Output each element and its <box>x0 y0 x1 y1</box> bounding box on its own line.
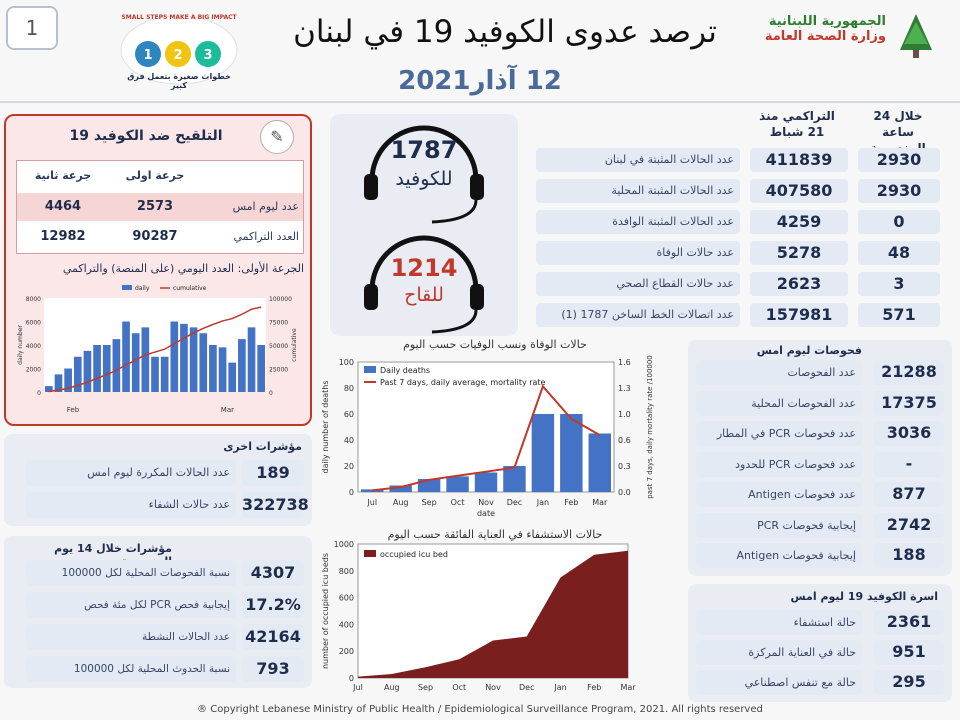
main-stat-daily: 571 <box>858 303 940 327</box>
recovered-label-box <box>26 492 236 518</box>
main-stat-label: عدد الحالات المثبتة الوافدة <box>612 215 734 228</box>
deaths-y2-tick: 0.0 <box>618 488 631 497</box>
bed-label-box <box>696 640 862 665</box>
deaths-y2-tick: 0.6 <box>618 436 631 445</box>
vax-y-tick: 4000 <box>25 343 41 350</box>
main-stat-label-box <box>536 148 740 172</box>
bed-value: 2361 <box>874 610 944 635</box>
vax-y2-tick: 50000 <box>269 343 289 350</box>
svg-text:3: 3 <box>203 48 213 63</box>
vax-y-tick: 8000 <box>25 296 41 303</box>
repeated-cases-label-box <box>26 460 236 486</box>
test-value: 3036 <box>874 421 944 446</box>
deaths-x-tick: Jan <box>536 498 550 507</box>
vax-bar <box>132 333 140 392</box>
vaccination-cumulative-second: 12982 <box>40 229 86 244</box>
vaccination-col-first: جرعة اولى <box>125 169 185 182</box>
vax-bar <box>122 322 130 393</box>
deaths-y-tick: 100 <box>338 358 354 367</box>
bed-label-box <box>696 610 862 635</box>
recovered-label: عدد حالات الشفاء <box>148 498 230 511</box>
main-stat-cumulative: 157981 <box>750 303 848 327</box>
indicator-14-label-box <box>26 560 236 586</box>
deaths-x-tick: Jul <box>367 498 378 507</box>
covid-hotline-number: 1787 <box>390 136 458 164</box>
bed-value: 951 <box>874 640 944 665</box>
report-date: 12 آذار2021 <box>398 66 562 96</box>
hotlines-panel <box>330 114 518 336</box>
vaccination-chart <box>14 282 304 418</box>
icu-y-tick: 800 <box>338 566 354 576</box>
deaths-x-tick: Dec <box>506 498 523 507</box>
vax-bar <box>151 357 159 392</box>
vax-bar <box>84 351 92 392</box>
test-label: عدد الفحوصات المحلية <box>751 396 856 410</box>
icu-y-tick: 1000 <box>333 540 354 549</box>
indicators-14-title: مؤشرات خلال 14 يوم <box>54 542 172 555</box>
indicator-14-label: نسبة الفحوصات المحلية لكل 100000 <box>61 567 230 579</box>
ministry-line-1: الجمهورية اللبنانية <box>768 14 886 29</box>
syringe-icon: ✎ <box>260 120 294 154</box>
vax-y-tick: 0 <box>37 390 41 397</box>
vax-bar <box>190 327 198 392</box>
deaths-y-tick: 80 <box>343 384 354 393</box>
deaths-bar <box>503 466 525 492</box>
deaths-bar <box>589 434 611 493</box>
vaccination-table <box>16 160 304 254</box>
beds-title: اسرة الكوفيد 19 ليوم امس <box>790 590 938 603</box>
indicator-14-label: إيجابية فحص PCR لكل مئة فحص <box>84 599 230 611</box>
icu-y-tick: 400 <box>338 620 354 630</box>
vaccination-cumulative-label: العدد التراكمي <box>233 230 299 243</box>
deaths-y2-tick: 1.0 <box>618 410 631 419</box>
test-value: 21288 <box>874 360 944 385</box>
icu-x-tick: Nov <box>485 683 501 692</box>
vax-legend-cumulative: cumulative <box>173 285 207 292</box>
vax-y2-tick: 0 <box>269 390 273 397</box>
vax-y2-tick: 75000 <box>269 319 289 327</box>
bed-label-box <box>696 670 862 695</box>
icu-legend: occupied icu bed <box>380 550 448 559</box>
deaths-bar <box>446 476 468 492</box>
test-label-box <box>696 482 862 507</box>
indicator-14-label: عدد الحالات النشطة <box>142 631 230 643</box>
test-label-box <box>696 513 862 538</box>
test-label-box <box>696 421 862 446</box>
vax-bar <box>199 333 207 392</box>
main-stat-label-box <box>536 241 740 265</box>
icu-chart <box>318 540 664 698</box>
icu-y-tick: 0 <box>348 674 354 683</box>
vax-bar <box>238 339 246 392</box>
tests-title: فحوصات ليوم امس <box>756 344 862 357</box>
main-stat-label-box <box>536 272 740 296</box>
test-label-box <box>696 360 862 385</box>
bed-label: حالة استشفاء <box>793 616 856 629</box>
test-label: عدد فحوصات Antigen <box>748 488 856 501</box>
vaccination-col-second: جرعة ثانية <box>34 169 92 182</box>
main-stat-label-box <box>536 179 740 203</box>
indicator-14-value: 17.2% <box>242 592 304 618</box>
deaths-x-tick: Nov <box>478 498 494 507</box>
vax-x-tick: Mar <box>220 406 235 414</box>
other-indicators-title: مؤشرات اخرى <box>223 440 302 453</box>
vax-y2-tick: 25000 <box>269 366 289 374</box>
deaths-x-tick: Sep <box>421 498 437 507</box>
vax-bar <box>161 357 169 392</box>
icu-ylabel: number of occupied icu beds <box>321 552 330 670</box>
icu-x-tick: Dec <box>519 683 535 692</box>
test-label-box <box>696 391 862 416</box>
test-value: - <box>874 452 944 477</box>
main-stat-label-box <box>536 303 740 327</box>
svg-text:1: 1 <box>143 48 153 63</box>
vaccination-chart-caption: الجرعة الأولى: العدد اليومي (على المنصة) والتراكمي <box>62 262 304 275</box>
icu-chart-title: حالات الاستشفاء في العناية الفائقة حسب اليوم <box>387 528 603 541</box>
indicator-14-value: 4307 <box>242 560 304 586</box>
icu-x-tick: Aug <box>383 683 400 692</box>
deaths-x-tick: Aug <box>392 498 409 507</box>
test-label: عدد فحوصات PCR في المطار <box>716 427 856 440</box>
campaign-slogan-en: SMALL STEPS MAKE A BIG IMPACT <box>121 14 237 21</box>
test-label-box <box>696 543 862 568</box>
vax-bar <box>113 339 121 392</box>
svg-text:2: 2 <box>173 48 183 63</box>
icu-y-tick: 600 <box>338 593 354 603</box>
deaths-y-tick: 40 <box>343 436 354 445</box>
icu-y-tick: 200 <box>338 647 354 657</box>
cumulative-header: التراكمي منذ 21 شباط <box>759 109 835 139</box>
recovered-value: 322738 <box>242 492 304 518</box>
indicator-14-label-box <box>26 656 236 682</box>
main-stat-cumulative: 407580 <box>750 179 848 203</box>
main-stat-label: عدد الحالات المثبتة المحلية <box>611 184 734 197</box>
icu-x-tick: Feb <box>587 683 602 692</box>
main-stat-daily: 2930 <box>858 148 940 172</box>
campaign-slogan-ar: خطوات صغيرة بتعمل فرق كبير <box>127 72 231 90</box>
repeated-cases-value: 189 <box>242 460 304 486</box>
repeated-cases-label: عدد الحالات المكررة ليوم امس <box>87 466 230 479</box>
beds-panel <box>688 584 952 702</box>
deaths-y2-tick: 0.3 <box>618 462 631 471</box>
main-stat-label: عدد حالات القطاع الصحي <box>616 277 734 290</box>
vaccination-panel <box>4 114 312 426</box>
test-label: إيجابية فحوصات Antigen <box>736 549 856 562</box>
test-label-box <box>696 452 862 477</box>
vax-bar <box>219 347 227 392</box>
icu-x-tick: Mar <box>620 683 636 692</box>
main-stat-daily: 0 <box>858 210 940 234</box>
vax-bar <box>103 345 111 392</box>
vax-y2label: cumulative <box>291 328 298 362</box>
indicators-14-panel <box>4 536 312 688</box>
indicator-14-value: 42164 <box>242 624 304 650</box>
page-number-box <box>6 6 58 50</box>
main-stat-cumulative: 5278 <box>750 241 848 265</box>
main-stat-daily: 3 <box>858 272 940 296</box>
deaths-xlabel: date <box>476 509 496 518</box>
ministry-name <box>752 14 886 44</box>
vax-bar <box>228 363 236 392</box>
deaths-y2-tick: 1.3 <box>618 384 631 393</box>
deaths-y-tick: 0 <box>348 488 354 497</box>
vax-y-tick: 2000 <box>25 366 41 374</box>
page-number: 1 <box>25 16 39 40</box>
main-stat-label: عدد حالات الوفاة <box>656 246 734 259</box>
ministry-line-2: وزارة الصحة العامة <box>764 29 886 44</box>
main-stat-cumulative: 4259 <box>750 210 848 234</box>
vaccine-hotline-number: 1214 <box>390 254 458 282</box>
indicator-14-label: نسبة الحدوث المحلية لكل 100000 <box>73 663 230 675</box>
other-indicators-panel <box>4 434 312 526</box>
main-stat-daily: 2930 <box>858 179 940 203</box>
test-label: عدد فحوصات PCR للحدود <box>735 457 856 471</box>
indicator-14-value: 793 <box>242 656 304 682</box>
vaccine-hotline-label: للقاح <box>404 284 444 306</box>
test-value: 188 <box>874 543 944 568</box>
deaths-legend-line: Past 7 days, daily average, mortality rate <box>380 378 546 387</box>
main-stat-cumulative: 411839 <box>750 148 848 172</box>
deaths-bar <box>475 473 497 493</box>
icu-x-tick: Sep <box>417 683 434 692</box>
vax-y2-tick: 100000 <box>269 296 292 303</box>
header-divider <box>0 101 960 103</box>
vax-bar <box>257 345 265 392</box>
test-label: إيجابية فحوصات PCR <box>757 518 856 532</box>
cedar-logo-icon <box>890 10 942 62</box>
icu-x-tick: Jan <box>554 683 567 692</box>
deaths-y-tick: 60 <box>343 410 354 419</box>
vax-legend-daily: daily <box>135 285 150 292</box>
deaths-y2label: past 7 days, daily mortality rate /100000 <box>646 355 654 499</box>
deaths-y2-tick: 1.6 <box>618 358 631 367</box>
vaccination-row-cumulative <box>17 223 303 251</box>
vax-bar <box>248 327 256 392</box>
vaccination-row-yesterday <box>17 193 303 221</box>
deaths-y-tick: 20 <box>343 462 354 471</box>
deaths-legend-swatch-bars <box>364 366 376 373</box>
indicator-14-label-box <box>26 592 236 618</box>
main-stat-label: عدد اتصالات الخط الساخن 1787 (1) <box>561 308 734 321</box>
icu-x-tick: Jul <box>353 683 363 692</box>
deaths-bar <box>560 414 582 492</box>
deaths-chart <box>318 352 664 532</box>
vaccination-yesterday-label: عدد ليوم امس <box>232 200 299 213</box>
tests-panel <box>688 340 952 576</box>
campaign-logo <box>118 8 240 88</box>
main-stat-daily: 48 <box>858 241 940 265</box>
test-value: 17375 <box>874 391 944 416</box>
vax-ylabel: daily number <box>17 325 24 365</box>
vax-legend-swatch-daily <box>122 285 132 290</box>
bed-value: 295 <box>874 670 944 695</box>
vax-bar <box>170 322 178 393</box>
icu-legend-swatch <box>364 550 376 557</box>
vaccination-title: التلقيح ضد الكوفيد 19 <box>69 128 223 144</box>
vax-x-tick: Feb <box>66 406 80 414</box>
test-label: عدد الفحوصات <box>787 366 856 379</box>
deaths-chart-title: حالات الوفاة ونسب الوفيات حسب اليوم <box>403 338 587 351</box>
vax-y-tick: 6000 <box>25 319 41 327</box>
indicator-14-label-box <box>26 624 236 650</box>
vaccination-yesterday-second: 4464 <box>44 199 82 214</box>
deaths-x-tick: Oct <box>450 498 465 507</box>
vax-bar <box>209 345 217 392</box>
vax-bar <box>93 345 101 392</box>
daily-header: خلال 24 ساعة <box>873 109 923 139</box>
test-value: 877 <box>874 482 944 507</box>
vax-bar <box>180 324 188 392</box>
test-value: 2742 <box>874 513 944 538</box>
deaths-x-tick: Mar <box>592 498 608 507</box>
main-stat-label-box <box>536 210 740 234</box>
deaths-x-tick: Feb <box>564 498 579 507</box>
copyright: ® Copyright Lebanese Ministry of Public Health / Epidemiological Surveillance Program, 2021. All rights reserved <box>197 704 763 715</box>
main-stat-label: عدد الحالات المثبتة في لبنان <box>604 153 734 166</box>
bed-label: حالة في العناية المركزة <box>748 646 856 659</box>
page-title: ترصد عدوى الكوفيد 19 في لبنان <box>293 14 717 50</box>
main-stat-cumulative: 2623 <box>750 272 848 296</box>
icu-x-tick: Oct <box>452 683 467 692</box>
deaths-ylabel: daily number of deaths <box>321 380 330 474</box>
vaccination-cumulative-first: 90287 <box>132 229 178 244</box>
deaths-legend-bars: Daily deaths <box>380 366 431 375</box>
deaths-bar <box>532 414 554 492</box>
vaccination-yesterday-first: 2573 <box>136 199 174 214</box>
vax-bar <box>142 327 150 392</box>
covid-hotline-label: للكوفيد <box>395 168 453 190</box>
bed-label: حالة مع تنفس اصطناعي <box>744 676 856 689</box>
